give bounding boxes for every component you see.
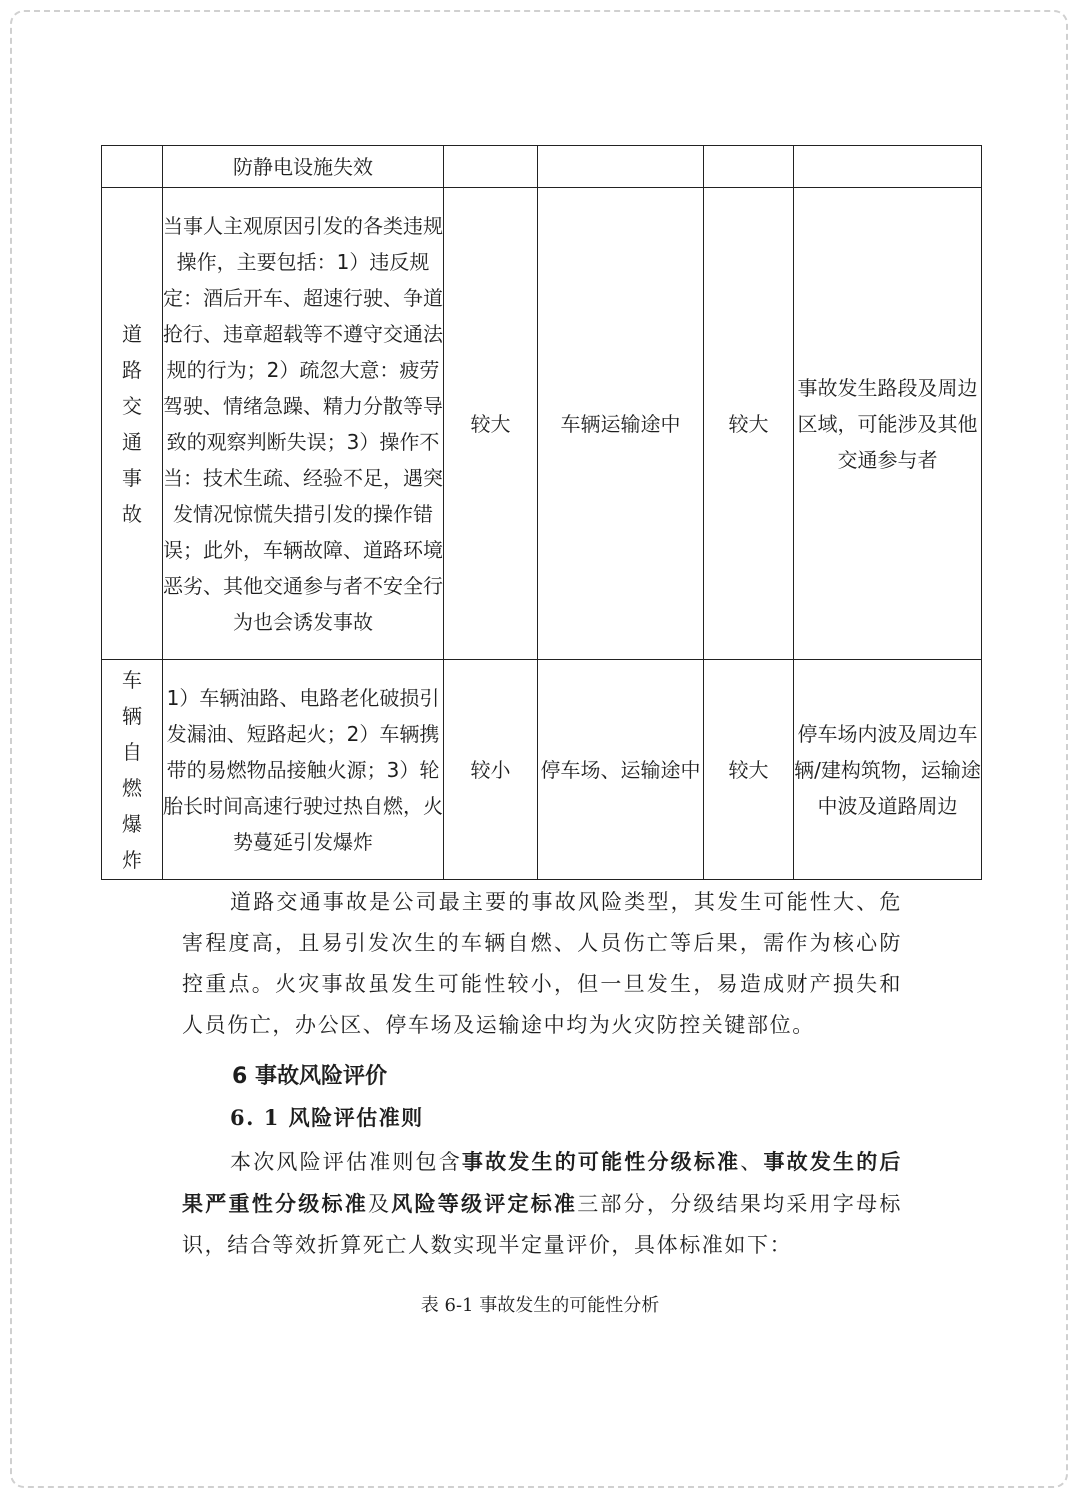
table-row: [102, 146, 982, 188]
impact-cell: [794, 146, 982, 188]
likelihood-cell: [444, 146, 538, 188]
bold-term: 事故发生的后果严重性分级标准: [182, 1149, 902, 1216]
table-caption: 表 6-1 事故发生的可能性分析: [420, 1295, 660, 1316]
accident-type-cell: 道路交通事故: [102, 188, 163, 660]
cause-cell: 1）车辆油路、电路老化破损引发漏油、短路起火；2）车辆携带的易燃物品接触火源；3）轮胎长时间高速行驶过热自燃，火势蔓延引发爆炸: [163, 660, 444, 880]
risk-table: [101, 145, 982, 880]
likelihood-cell: 较小: [444, 660, 538, 880]
impact-cell: 事故发生路段及周边区域，可能涉及其他交通参与者: [794, 188, 982, 660]
criteria-paragraph: 本次风险评估准则包含事故发生的可能性分级标准、事故发生的后果严重性分级标准及风险等级评定标准三部分，分级结果均采用字母标识，结合等效折算死亡人数实现半定量评价，具体标准如下：: [182, 1149, 902, 1257]
location-cell: 车辆运输途中: [538, 188, 704, 660]
bold-term: 事故发生的可能性分级标准: [461, 1149, 741, 1174]
severity-cell: 较大: [704, 188, 794, 660]
subsection-heading: 6. 1 风险评估准则: [230, 1105, 424, 1130]
likelihood-cell: 较大: [444, 188, 538, 660]
cause-cell: 防静电设施失效: [163, 146, 444, 188]
accident-type-cell: [102, 146, 163, 188]
location-cell: [538, 146, 704, 188]
summary-paragraph: 道路交通事故是公司最主要的事故风险类型，其发生可能性大、危害程度高，且易引发次生的车辆自燃、人员伤亡等后果，需作为核心防控重点。火灾事故虽发生可能性较小，但一旦发生，易造成财产损失和人员伤亡，办公区、停车场及运输途中均为火灾防控关键部位。: [182, 890, 902, 1037]
table-row: [102, 660, 982, 880]
accident-type-cell: 车辆自燃爆炸: [102, 660, 163, 880]
section-heading: 6 事故风险评价: [232, 1064, 387, 1089]
severity-cell: 较大: [704, 660, 794, 880]
severity-cell: [704, 146, 794, 188]
table-row: [102, 188, 982, 660]
impact-cell: 停车场内波及周边车辆/建构筑物，运输途中波及道路周边: [794, 660, 982, 880]
cause-cell: 当事人主观原因引发的各类违规操作，主要包括：1）违反规定：酒后开车、超速行驶、争道抢行、违章超载等不遵守交通法规的行为；2）疏忽大意：疲劳驾驶、情绪急躁、精力分散等导致的观察判断失误；3）操作不当：技术生疏、经验不足，遇突发情况惊慌失措引发的操作错误；此外，车辆故障、道路环境恶劣、其他交通参与者不安全行为也会诱发事故: [163, 188, 444, 660]
location-cell: 停车场、运输途中: [538, 660, 704, 880]
bold-term: 风险等级评定标准: [391, 1191, 578, 1216]
